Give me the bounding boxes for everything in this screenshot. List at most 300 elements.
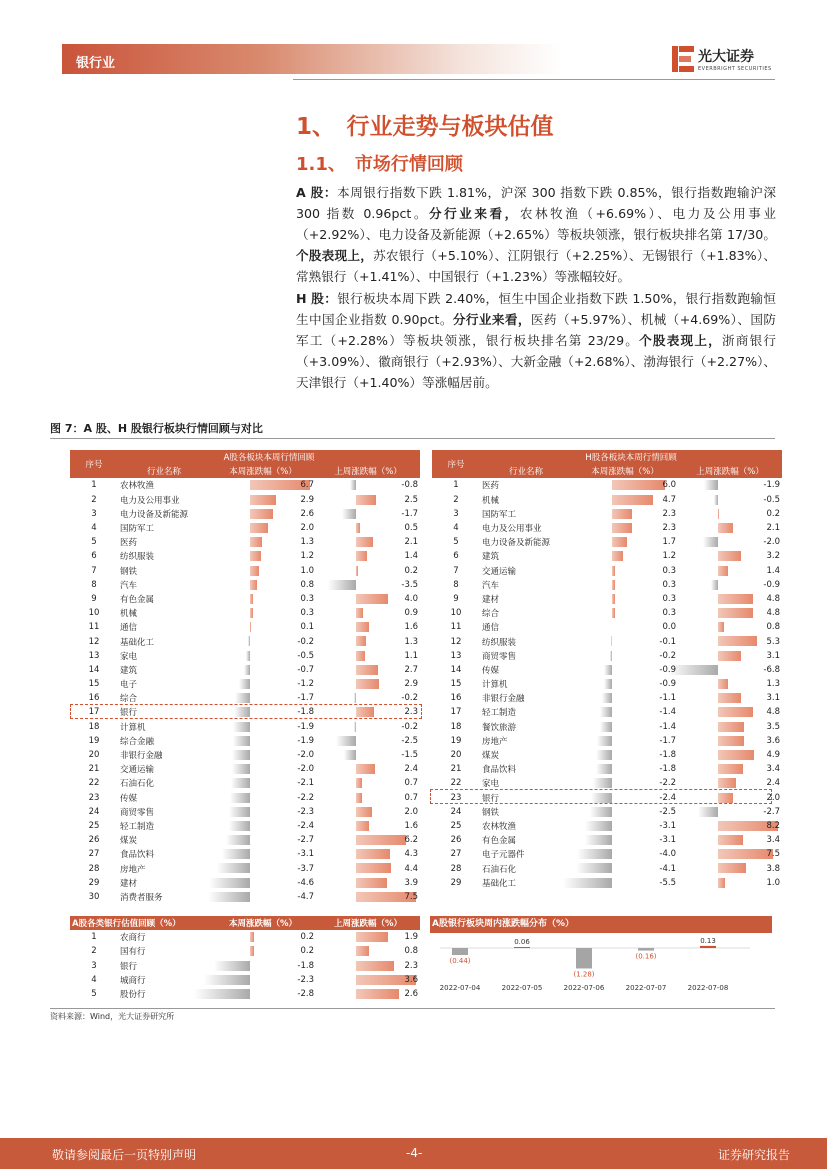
table-row	[70, 847, 420, 861]
row-name: 国有行	[120, 947, 146, 958]
last-week-cell	[316, 819, 420, 833]
value-label: -0.8	[401, 480, 418, 491]
value-label: -0.5	[763, 494, 780, 505]
table-row	[70, 762, 420, 776]
value-bar	[250, 566, 259, 576]
value-bar	[232, 764, 250, 774]
col-header: 本周涨跌幅（%）	[228, 919, 298, 930]
value-label: 4.7	[662, 494, 676, 505]
table-row	[70, 592, 420, 606]
this-week-cell	[572, 762, 678, 776]
value-label: -1.4	[659, 707, 676, 718]
value-label: 0.3	[662, 593, 676, 604]
value-bar	[232, 750, 250, 760]
row-name: 商贸零售	[482, 651, 517, 662]
source-note: 资料来源：Wind，光大证券研究所	[50, 1012, 175, 1021]
value-bar	[612, 566, 615, 576]
row-number: 22	[88, 778, 100, 789]
value-label: -2.0	[763, 537, 780, 548]
value-label: 0.8	[404, 946, 418, 957]
value-bar	[718, 566, 728, 576]
col-header: 序号	[85, 460, 103, 471]
last-week-cell	[678, 663, 782, 677]
last-week-cell	[678, 691, 782, 705]
value-bar	[356, 989, 399, 999]
this-week-cell	[572, 478, 678, 492]
value-label: -2.5	[401, 735, 418, 746]
table-row	[432, 507, 782, 521]
last-week-cell	[316, 478, 420, 492]
row-number: 29	[88, 877, 100, 888]
value-label: 7.5	[404, 891, 418, 902]
value-bar	[356, 495, 376, 505]
value-bar	[602, 693, 612, 703]
this-week-cell	[210, 507, 316, 521]
this-week-cell	[210, 890, 316, 904]
value-bar	[612, 537, 627, 547]
table-row	[70, 861, 420, 875]
row-number: 28	[88, 863, 100, 874]
value-label: -0.7	[297, 664, 314, 675]
value-label: 2.7	[404, 664, 418, 675]
this-week-cell	[572, 833, 678, 847]
value-bar	[356, 878, 387, 888]
value-bar	[718, 594, 753, 604]
value-label: 2.0	[300, 523, 314, 534]
row-name: 石油石化	[482, 864, 517, 875]
row-name: 电子	[120, 680, 138, 691]
value-bar	[250, 932, 254, 942]
this-week-cell	[210, 606, 316, 620]
value-bar	[718, 764, 743, 774]
row-name: 食品饮料	[120, 850, 155, 861]
last-week-cell	[678, 634, 782, 648]
chart-title: A股银行板块周内涨跌幅分布（%）	[430, 916, 772, 933]
value-bar	[718, 736, 744, 746]
value-bar	[612, 495, 653, 505]
this-week-cell	[210, 592, 316, 606]
row-name: 农林牧渔	[482, 821, 517, 832]
row-name: 计算机	[120, 722, 146, 733]
row-number: 26	[88, 835, 100, 846]
col-header: 本周涨跌幅（%）	[591, 467, 659, 478]
last-week-cell	[316, 861, 420, 875]
row-number: 24	[88, 806, 100, 817]
value-label: -3.1	[659, 820, 676, 831]
value-bar	[356, 622, 369, 632]
value-label: 4.4	[404, 863, 418, 874]
last-week-cell	[316, 791, 420, 805]
value-label: -3.5	[401, 579, 418, 590]
row-name: 通信	[482, 623, 500, 634]
table-row	[70, 959, 420, 973]
row-number: 14	[88, 664, 100, 675]
figure-rule	[50, 438, 775, 439]
value-bar	[209, 878, 250, 888]
value-bar	[356, 566, 358, 576]
value-bar	[718, 863, 746, 873]
table-row	[70, 564, 420, 578]
this-week-cell	[572, 634, 678, 648]
this-week-cell	[572, 592, 678, 606]
value-label: 2.9	[404, 679, 418, 690]
value-bar	[250, 537, 262, 547]
value-bar	[612, 594, 615, 604]
table-row	[432, 691, 782, 705]
highlight-bank-row	[70, 704, 422, 719]
value-label: 2.4	[766, 778, 780, 789]
value-label: 4.3	[404, 849, 418, 860]
value-bar	[718, 722, 744, 732]
value-label: -2.7	[763, 806, 780, 817]
value-bar	[250, 594, 253, 604]
value-label: 1.2	[300, 551, 314, 562]
row-name: 医药	[482, 481, 500, 492]
last-week-cell	[678, 720, 782, 734]
row-name: 电力设备及新能源	[120, 509, 189, 520]
data-label: (0.16)	[635, 952, 657, 961]
value-bar	[612, 580, 615, 590]
this-week-cell	[210, 819, 316, 833]
row-name: 纺织服装	[482, 637, 517, 648]
row-name: 农商行	[120, 933, 146, 944]
last-week-cell	[316, 847, 420, 861]
row-name: 煤炭	[120, 836, 138, 847]
value-label: -4.1	[659, 863, 676, 874]
data-label: (0.44)	[449, 957, 471, 966]
this-week-cell	[210, 493, 316, 507]
value-label: 3.6	[404, 974, 418, 985]
value-label: 0.2	[300, 932, 314, 943]
value-label: -5.5	[659, 877, 676, 888]
row-number: 1	[91, 932, 97, 943]
value-bar	[356, 551, 367, 561]
value-label: 0.7	[404, 792, 418, 803]
table-row	[432, 592, 782, 606]
table-row	[70, 634, 420, 648]
value-label: -2.4	[659, 792, 676, 803]
last-week-cell	[316, 535, 420, 549]
value-label: -0.9	[659, 664, 676, 675]
value-label: 3.4	[766, 764, 780, 775]
value-bar	[214, 961, 250, 971]
value-bar	[229, 821, 250, 831]
table-row	[432, 620, 782, 634]
row-number: 24	[450, 806, 462, 817]
value-bar	[600, 707, 612, 717]
table-row	[70, 805, 420, 819]
table-row	[70, 748, 420, 762]
value-bar	[222, 849, 250, 859]
row-number: 8	[453, 579, 459, 590]
row-number: 27	[88, 849, 100, 860]
value-label: 3.8	[766, 863, 780, 874]
tick-label: 2022-07-07	[625, 984, 667, 992]
value-bar	[354, 722, 356, 732]
this-week-cell	[572, 720, 678, 734]
value-bar	[246, 651, 250, 661]
value-bar	[596, 764, 612, 774]
row-name: 石油石化	[120, 779, 155, 790]
row-number: 18	[88, 721, 100, 732]
value-bar	[194, 989, 250, 999]
value-label: 0.1	[300, 622, 314, 633]
value-bar	[250, 580, 257, 590]
row-name: 银行	[482, 793, 500, 804]
last-week-cell	[678, 762, 782, 776]
last-week-cell	[316, 987, 420, 1001]
this-week-cell	[210, 805, 316, 819]
table-title: A股各类银行估值回顾（%）	[72, 919, 181, 930]
this-week-cell	[210, 833, 316, 847]
value-bar	[226, 835, 250, 845]
row-name: 电子元器件	[482, 850, 525, 861]
row-number: 7	[91, 565, 97, 576]
row-number: 29	[450, 877, 462, 888]
header-band	[62, 44, 562, 74]
table-row	[70, 663, 420, 677]
value-bar	[577, 849, 612, 859]
value-bar	[612, 608, 615, 618]
value-bar	[356, 523, 360, 533]
value-bar	[356, 679, 379, 689]
value-bar	[612, 480, 665, 490]
value-bar	[718, 636, 757, 646]
value-label: -1.4	[659, 721, 676, 732]
value-bar	[250, 509, 273, 519]
value-bar	[718, 622, 724, 632]
bank-valuation-table	[70, 916, 420, 1001]
value-label: 0.0	[662, 622, 676, 633]
value-bar	[718, 679, 728, 689]
tick-label: 2022-07-06	[563, 984, 605, 992]
row-number: 2	[91, 494, 97, 505]
this-week-cell	[572, 847, 678, 861]
last-week-cell	[678, 507, 782, 521]
last-week-cell	[678, 521, 782, 535]
value-bar	[356, 821, 369, 831]
subsection-heading: 1.1、 市场行情回顾	[296, 154, 463, 175]
row-name: 综合金融	[120, 736, 155, 747]
row-name: 房地产	[482, 736, 508, 747]
row-name: 汽车	[120, 580, 138, 591]
value-label: 3.4	[766, 835, 780, 846]
this-week-cell	[210, 959, 316, 973]
value-label: 2.3	[662, 508, 676, 519]
value-label: -0.2	[297, 636, 314, 647]
value-bar	[585, 821, 612, 831]
row-name: 餐饮旅游	[482, 722, 517, 733]
table-row	[432, 493, 782, 507]
this-week-cell	[572, 748, 678, 762]
source-rule	[50, 1008, 775, 1009]
value-bar	[356, 793, 362, 803]
last-week-cell	[678, 734, 782, 748]
row-number: 25	[450, 820, 462, 831]
value-label: 0.3	[662, 579, 676, 590]
this-week-cell	[572, 691, 678, 705]
value-label: -1.8	[659, 764, 676, 775]
row-number: 20	[88, 750, 100, 761]
value-label: 4.9	[766, 750, 780, 761]
this-week-cell	[572, 620, 678, 634]
table-row	[432, 833, 782, 847]
row-number: 21	[450, 764, 462, 775]
value-bar	[230, 793, 250, 803]
this-week-cell	[210, 564, 316, 578]
row-number: 6	[91, 551, 97, 562]
this-week-cell	[210, 521, 316, 535]
row-number: 5	[91, 537, 97, 548]
row-name: 家电	[120, 651, 138, 662]
value-label: 1.0	[300, 565, 314, 576]
last-week-cell	[316, 649, 420, 663]
value-label: 2.0	[766, 792, 780, 803]
row-name: 机械	[120, 609, 138, 620]
row-number: 3	[453, 508, 459, 519]
last-week-cell	[316, 930, 420, 944]
value-label: 6.2	[404, 835, 418, 846]
value-label: -1.7	[659, 735, 676, 746]
last-week-cell	[678, 748, 782, 762]
value-bar	[250, 551, 261, 561]
last-week-cell	[316, 805, 420, 819]
this-week-cell	[210, 720, 316, 734]
table-row	[70, 890, 420, 904]
table-row	[432, 677, 782, 691]
value-label: 1.6	[404, 820, 418, 831]
value-label: 2.6	[300, 508, 314, 519]
row-number: 25	[88, 820, 100, 831]
figure-title: 图 7：A 股、H 股银行板块行情回顾与对比	[50, 422, 263, 435]
table-row	[70, 876, 420, 890]
table-row	[70, 549, 420, 563]
value-label: 2.3	[404, 960, 418, 971]
table-row	[432, 734, 782, 748]
value-bar	[356, 608, 363, 618]
value-bar	[250, 946, 254, 956]
row-name: 非银行金融	[482, 694, 525, 705]
table-row	[70, 606, 420, 620]
table-row	[432, 564, 782, 578]
value-bar	[356, 778, 362, 788]
this-week-cell	[210, 861, 316, 875]
value-bar	[356, 835, 406, 845]
value-label: -0.9	[763, 579, 780, 590]
value-bar	[356, 665, 378, 675]
this-week-cell	[210, 549, 316, 563]
value-label: 2.4	[404, 764, 418, 775]
this-week-cell	[210, 762, 316, 776]
value-label: 0.3	[662, 565, 676, 576]
last-week-cell	[678, 649, 782, 663]
value-label: -3.1	[659, 835, 676, 846]
this-week-cell	[210, 973, 316, 987]
value-label: 3.5	[766, 721, 780, 732]
value-bar	[563, 878, 612, 888]
value-bar	[356, 764, 375, 774]
row-number: 13	[88, 650, 100, 661]
value-label: 0.5	[404, 523, 418, 534]
paragraph-a-share: A 股：本周银行指数下跌 1.81%，沪深 300 指数下跌 0.85%，银行指数跑输沪深 300 指数 0.96pct。分行业来看，农林牧渔（+6.69%）、电力及公用事业（+2.92%）、电力设备及新能源（+2.65%）等板块领涨，银行板块排名第 17/30。个股表现上，苏农银行（+5.10%）、江阴银行（+2.25%）、无锡银行（+1.83%）、常熟银行（+1.41%）、中国银行（+1.23%）等涨幅较好。	[296, 185, 777, 284]
last-week-cell	[678, 861, 782, 875]
table-row	[432, 549, 782, 563]
row-name: 家电	[482, 779, 500, 790]
table-row	[432, 861, 782, 875]
value-bar	[718, 551, 741, 561]
table-row	[70, 493, 420, 507]
last-week-cell	[316, 776, 420, 790]
value-label: 8.2	[766, 820, 780, 831]
chart-bar	[514, 947, 530, 948]
row-name: 建材	[482, 594, 500, 605]
value-bar	[698, 807, 718, 817]
value-label: -1.2	[297, 679, 314, 690]
data-label: (1.28)	[573, 970, 595, 979]
table-row	[432, 634, 782, 648]
table-row	[70, 578, 420, 592]
value-label: -2.2	[297, 792, 314, 803]
this-week-cell	[572, 535, 678, 549]
value-label: 0.8	[766, 622, 780, 633]
value-label: 6.7	[300, 480, 314, 491]
value-bar	[356, 946, 369, 956]
row-number: 4	[91, 523, 97, 534]
row-name: 食品饮料	[482, 765, 517, 776]
value-label: -0.1	[659, 636, 676, 647]
value-bar	[356, 932, 388, 942]
value-bar	[217, 863, 250, 873]
this-week-cell	[572, 578, 678, 592]
value-label: -1.5	[401, 750, 418, 761]
value-bar	[250, 608, 253, 618]
this-week-cell	[210, 944, 316, 958]
row-number: 8	[91, 579, 97, 590]
row-name: 传媒	[120, 793, 138, 804]
last-week-cell	[316, 762, 420, 776]
tick-label: 2022-07-05	[501, 984, 543, 992]
value-bar	[576, 863, 612, 873]
row-number: 26	[450, 835, 462, 846]
value-bar	[596, 750, 612, 760]
row-name: 建材	[120, 878, 138, 889]
last-week-cell	[678, 805, 782, 819]
last-week-cell	[678, 493, 782, 507]
last-week-cell	[678, 592, 782, 606]
row-name: 交通运输	[482, 566, 517, 577]
value-label: 0.2	[404, 565, 418, 576]
last-week-cell	[316, 677, 420, 691]
value-bar	[233, 722, 250, 732]
this-week-cell	[210, 535, 316, 549]
value-bar	[714, 495, 718, 505]
col-header: 上周涨跌幅（%）	[333, 919, 403, 930]
value-label: 0.9	[404, 608, 418, 619]
row-number: 9	[453, 593, 459, 604]
value-label: -1.8	[297, 707, 314, 718]
row-number: 10	[450, 608, 462, 619]
value-bar	[718, 778, 736, 788]
this-week-cell	[572, 705, 678, 719]
value-label: 1.6	[404, 622, 418, 633]
row-number: 11	[450, 622, 462, 633]
value-label: 2.3	[662, 523, 676, 534]
row-number: 21	[88, 764, 100, 775]
value-bar	[612, 523, 632, 533]
paragraph-h-share: H 股：银行板块本周下跌 2.40%，恒生中国企业指数下跌 1.50%，银行指数跑输恒生中国企业指数 0.90pct。分行业来看，医药（+5.97%）、机械（+4.69%）、国防军工（+2.28%）等板块领涨，银行板块排名第 23/29。个股表现上，浙商银行（+3.09%）、徽商银行（+2.93%）、大新金融（+2.68%）、渤海银行（+2.27%）、天津银行（+1.40%）等涨幅居前。	[296, 291, 777, 390]
col-header: 行业名称	[146, 467, 181, 478]
table-row	[70, 819, 420, 833]
